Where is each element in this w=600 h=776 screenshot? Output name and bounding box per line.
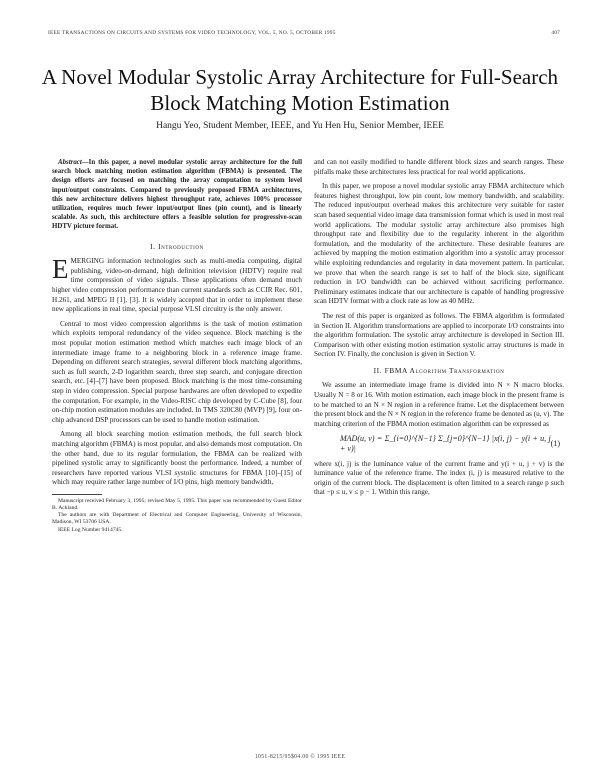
intro-paragraph-6: The rest of this paper is organized as follows. The FBMA algorithm is formulated in Section II. Algorithm transformations are applied to incorporate I/O constraints into the algorithm formulation. The systolic array architecture is developed in Section III. Comparison with other existing motion estimation systolic array structures is made in Section IV. Finally, the conclusion is given in Section V. — [314, 311, 564, 359]
drop-cap: E — [52, 254, 69, 285]
copyright-footer: 1051-8215/95$04.00 © 1995 IEEE — [254, 754, 346, 760]
left-column — [52, 158, 302, 534]
abstract — [52, 158, 302, 232]
intro-paragraph-1-text: MERGING information technologies such as multi-media computing, digital publishing, video-on-demand, high definition television (HDTV) require real time compression of video signals. These applications often demand much higher video compression performance than current standards such as CCIR Rec. 601, H.261, and MPEG II [1], [3]. It is widely accepted that in order to implement these new applications in real time, special purpose VLSI circuitry is the only answer. — [52, 257, 302, 314]
footnote-affiliation: The authors are with Department of Electrical and Computer Engineering, University of Wisconsin, Madison, WI 53706 USA. — [52, 512, 302, 526]
abstract-lead: Abstract— — [58, 159, 89, 166]
journal-name: IEEE TRANSACTIONS ON CIRCUITS AND SYSTEMS FOR VIDEO TECHNOLOGY, VOL. 5, NO. 5, OCTOBER 1995 — [48, 30, 336, 36]
fbma-paragraph-2: where x(i, j) is the luminance value of the current frame and y(i + u, j + v) is the luminance value of the reference frame. The index (i, j) is measured relative to the origin of the current block. The displacement is often limited to a search range p such that −p ≤ u, v ≤ p − 1. Within this range, — [314, 459, 564, 497]
right-column — [314, 158, 564, 503]
equation-body: MAD(u, v) = Σ_{i=0}^{N−1} Σ_{j=0}^{N−1} |x(i, j) − y(i + u, j + v)| — [340, 434, 551, 454]
paper-title: A Novel Modular Systolic Array Architecture for Full-Search Block Matching Motion Estimation — [41, 65, 559, 115]
equation-number: (1) — [550, 439, 560, 449]
footnote-manuscript: Manuscript received February 3, 1995; revised May 5, 1995. This paper was recommended by Guest Editor B. Ackland. — [52, 497, 302, 512]
running-head — [48, 30, 560, 36]
intro-paragraph-2: Central to most video compression algorithms is the task of motion estimation which exploits temporal redundancy of the video sequence. Block matching is the most popular motion estimation method which matches each image block of an intermediate image frame to a neighboring block in a reference image frame. Depending on different search strategies, several different block matching algorithms, such as full search, 2-D logarithm search, three step search, and conjugate direction search, etc. [4]–[7] have been proposed. Block matching is the most time-consuming step in video compression. Special purpose hardwares are often developed to expedite the computation. For example, in the Video-RISC chip developed by C-Cube [8], four on-chip motion estimation modules are included. In TMS 320C80 (MVP) [9], four on-chip advanced DSP processors can be used to handle motion estimation. — [52, 319, 302, 424]
footnote-divider — [52, 494, 102, 495]
section-heading-fbma: II. FBMA Algorithm Transformation — [373, 365, 505, 375]
page-number: 407 — [551, 30, 560, 36]
intro-paragraph-5: In this paper, we propose a novel modular systolic array FBMA architecture which features highest throughput, low pin count, low memory bandwidth, and scalability. The reduced input/output overhead makes this architecture very suitable for raster scan based sequential video image data transmission format which is used in most real world applications. The modular systolic array architecture also promises high throughput rate and flexibility due to the regularity inherent in the algorithm formulation, and the modularity of the architecture. These desirable features are achieved by mapping the motion estimation algorithm into a systolic array processor while exploiting redundancies and regularity in data movement pattern. In particular, we prove that when the search range is set to half of the block size, significant reduction in I/O bandwidth can be achieved without sacrificing performance. Preliminary estimates indicate that our architecture is capable of handling progressive scan HDTV format with a clock rate as low as 40 MHz. — [314, 182, 564, 306]
section-heading-introduction: I. Introduction — [150, 241, 204, 251]
footnote-log-number: IEEE Log Number 9414745. — [58, 526, 123, 533]
abstract-text: In this paper, a novel modular systolic array architecture for the full search block matching motion estimation algorithm (FBMA) is presented. The design efforts are focused on matching the array computation to system level input/output constraints. Compared to previously proposed FBMA architectures, this new architecture delivers highest throughput rate, achieves 100% processor utilization, requires much fewer input/output lines (pin count), and is linearly scalable. As such, this architecture offers a feasible solution for progressive-scan HDTV picture format. — [52, 159, 302, 231]
intro-paragraph-3: Among all block searching motion estimation methods, the full search block matching algorithm (FBMA) is most popular, and also demands most computation. On the other hand, due to its regular formulation, the FBMA can be realized with pipelined systolic array to significantly boost the performance. Indeed, a number of researchers have reported various VLSI systolic structures for FBMA [10]–[15] of which may require rather large number of I/O pins, high memory bandwidth, — [52, 430, 302, 487]
equation-mad — [314, 434, 564, 453]
fbma-paragraph-1: We assume an intermediate image frame is divided into N × N macro blocks. Usually N = 8 or 16. With motion estimation, each image block in the present frame is to be matched to an N × N region in a reference frame. Let the displacement between the present block and the N × N region in the reference frame be denoted as (u, v). The matching criterion of the FBMA motion estimation algorithm can be expressed as — [314, 381, 564, 428]
intro-paragraph-4: and can not easily modified to handle different block sizes and search ranges. These pitfalls make these architectures less practical for real world applications. — [314, 158, 564, 176]
author-line: Hangu Yeo, Student Member, IEEE, and Yu Hen Hu, Senior Member, IEEE — [156, 121, 444, 131]
intro-paragraph-1 — [52, 254, 302, 315]
